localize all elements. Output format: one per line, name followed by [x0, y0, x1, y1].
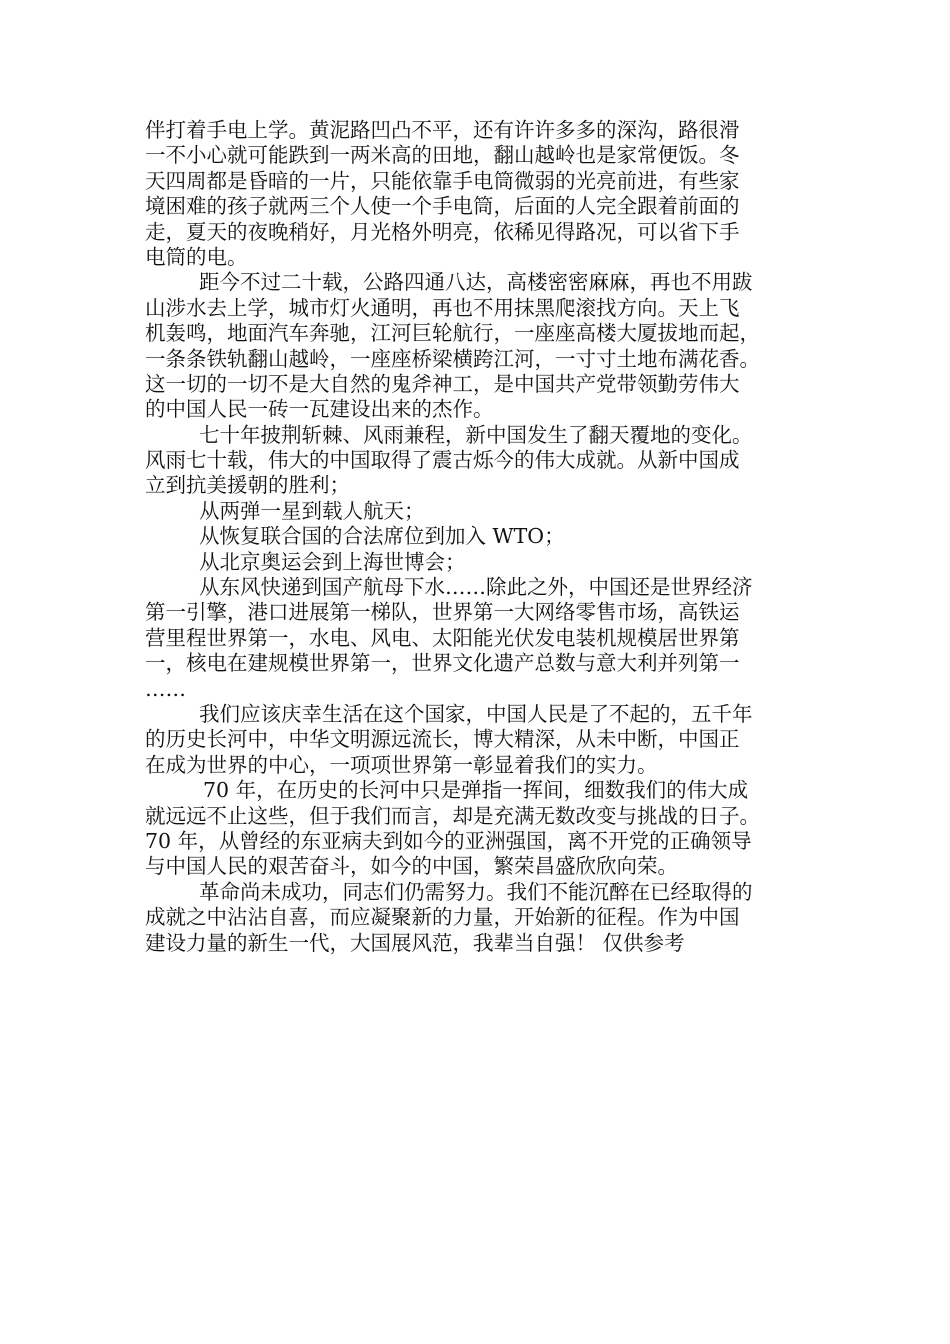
- paragraph-start-line: 70 年，在历史的长河中只是弹指一挥间，细数我们的伟大成: [203, 778, 749, 803]
- text-line: 这一切的一切不是大自然的鬼斧神工，是中国共产党带领勤劳伟大: [145, 371, 740, 396]
- text-line: 山涉水去上学，城市灯火通明，再也不用抹黑爬滚找方向。天上飞: [145, 295, 740, 320]
- text-line: 与中国人民的艰苦奋斗，如今的中国，繁荣昌盛欣欣向荣。: [145, 854, 678, 879]
- text-line: 的历史长河中，中华文明源远流长，博大精深，从未中断，中国正: [145, 727, 740, 752]
- paragraph-start-line: 革命尚未成功，同志们仍需努力。我们不能沉醉在已经取得的: [199, 879, 753, 904]
- paragraph-start-line: 七十年披荆斩棘、风雨兼程，新中国发生了翻天覆地的变化。: [199, 422, 753, 447]
- paragraph-start-line: 从恢复联合国的合法席位到加入 WTO；: [199, 524, 565, 549]
- text-line: 一条条铁轨翻山越岭，一座座桥梁横跨江河，一寸寸土地布满花香。: [145, 346, 760, 371]
- text-line: 风雨七十载，伟大的中国取得了震古烁今的伟大成就。从新中国成: [145, 448, 740, 473]
- paragraph-start-line: 从北京奥运会到上海世博会；: [199, 549, 466, 574]
- paragraph-start-line: 从两弹一星到载人航天；: [199, 498, 425, 523]
- document-body: [145, 118, 815, 956]
- text-line: ……: [145, 676, 186, 701]
- text-line: 电筒的电。: [145, 244, 248, 269]
- text-line: 走，夏天的夜晚稍好，月光格外明亮，依稀见得路况，可以省下手: [145, 219, 740, 244]
- text-line: 一不小心就可能跌到一两米高的田地，翻山越岭也是家常便饭。冬: [145, 143, 740, 168]
- text-line: 建设力量的新生一代，大国展风范，我辈当自强！ 仅供参考: [145, 930, 685, 955]
- text-line: 在成为世界的中心，一项项世界第一彰显着我们的实力。: [145, 752, 658, 777]
- paragraph-start-line: 从东风快递到国产航母下水……除此之外，中国还是世界经济: [199, 575, 753, 600]
- text-line: 营里程世界第一，水电、风电、太阳能光伏发电装机规模居世界第: [145, 625, 740, 650]
- text-line: 机轰鸣，地面汽车奔驰，江河巨轮航行，一座座高楼大厦拔地而起，: [145, 321, 760, 346]
- text-line: 的中国人民一砖一瓦建设出来的杰作。: [145, 397, 494, 422]
- paragraph-start-line: 我们应该庆幸生活在这个国家，中国人民是了不起的，五千年: [199, 701, 753, 726]
- paragraph-start-line: 距今不过二十载，公路四通八达，高楼密密麻麻，再也不用跋: [199, 270, 753, 295]
- text-line: 伴打着手电上学。黄泥路凹凸不平，还有许许多多的深沟，路很滑: [145, 118, 740, 142]
- text-line: 就远远不止这些，但于我们而言，却是充满无数改变与挑战的日子。: [145, 803, 760, 828]
- text-line: 成就之中沾沾自喜，而应凝聚新的力量，开始新的征程。作为中国: [145, 905, 740, 930]
- text-line: 立到抗美援朝的胜利；: [145, 473, 350, 498]
- text-line: 境困难的孩子就两三个人使一个手电筒，后面的人完全跟着前面的: [145, 194, 740, 219]
- text-line: 一，核电在建规模世界第一，世界文化遗产总数与意大利并列第一: [145, 651, 740, 676]
- text-line: 第一引擎，港口进展第一梯队，世界第一大网络零售市场，高铁运: [145, 600, 740, 625]
- text-line: 70 年，从曾经的东亚病夫到如今的亚洲强国，离不开党的正确领导: [145, 828, 752, 853]
- text-line: 天四周都是昏暗的一片，只能依靠手电筒微弱的光亮前进，有些家: [145, 168, 740, 193]
